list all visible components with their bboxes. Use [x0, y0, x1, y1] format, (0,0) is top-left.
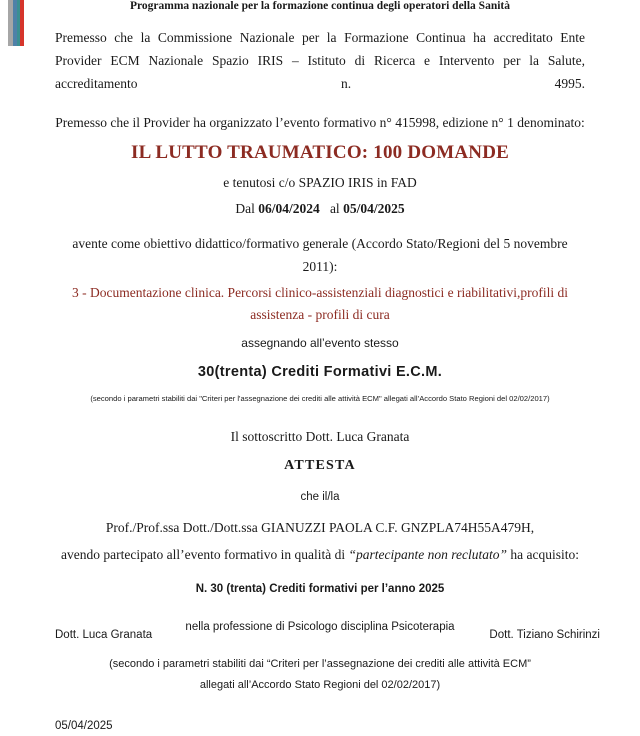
page-header-title: Programma nazionale per la formazione continua degli operatori della Sanità	[130, 0, 510, 12]
credits-awarded: N. 30 (trenta) Crediti formativi per l’anno 2025	[195, 583, 445, 595]
credits-main: 30(trenta) Crediti Formativi E.C.M.	[197, 364, 443, 380]
participation-suffix: ha acquisito:	[507, 547, 579, 562]
date-to-value: 05/04/2025	[343, 201, 405, 216]
stripe-red	[20, 0, 24, 46]
attests-label: ATTESTA	[284, 458, 356, 473]
objective-text: 3 - Documentazione clinica. Percorsi clinico-assistenziali diagnostici e riabilitativi,profili di assistenza - profili di cura	[72, 285, 568, 322]
document-content	[55, 0, 585, 736]
date-from-label: Dal	[235, 201, 255, 216]
profession-line: nella professione di Psicologo disciplina Psicoterapia	[185, 621, 455, 633]
participation-line	[55, 543, 585, 566]
participant-line: Prof./Prof.ssa Dott./Dott.ssa GIANUZZI PAOLA C.F. GNZPLA74H55A479H,	[105, 520, 535, 535]
issue-date: 05/04/2025	[55, 720, 113, 732]
objective-intro: avente come obiettivo didattico/formativo generale (Accordo Stato/Regioni del 5 novembre 2011):	[72, 236, 568, 274]
assigning-label: assegnando all’evento stesso	[241, 336, 399, 350]
fineprint-line-1: (secondo i parametri stabiliti dai “Criteri per l’assegnazione dei crediti alle attività ECM”	[109, 658, 531, 670]
date-to-label: al	[329, 201, 340, 216]
participation-prefix: avendo partecipato all’evento formativo in qualità di	[60, 547, 349, 562]
participation-role: “partecipante non reclutato”	[348, 547, 508, 562]
date-from-value: 06/04/2024	[258, 201, 320, 216]
event-location: e tenutosi c/o SPAZIO IRIS in FAD	[223, 175, 417, 190]
premise-paragraph: Premesso che la Commissione Nazionale per la Formazione Continua ha accreditato Ente Provider ECM Nazionale Spazio IRIS – Istituto di Ricerca e Intervento per la Salute, accreditamento n. 4995.	[55, 30, 585, 91]
that-label: che il/la	[300, 491, 340, 503]
decorative-stripe-bar	[8, 0, 24, 46]
event-date-range	[55, 198, 585, 220]
fineprint-line-2: allegati all’Accordo Stato Regioni del 02/02/2017)	[199, 679, 441, 691]
signature-right: Dott. Tiziano Schirinzi	[489, 629, 600, 641]
event-lead-text: Premesso che il Provider ha organizzato l’evento formativo n° 415998, edizione n° 1 denominato:	[55, 115, 585, 130]
undersigned-line: Il sottoscritto Dott. Luca Granata	[230, 429, 410, 444]
event-title: IL LUTTO TRAUMATICO: 100 DOMANDE	[131, 142, 509, 163]
fineprint-credits: (secondo i parametri stabiliti dai "Criteri per l'assegnazione dei crediti alle attività ECM" allegati all’Accordo Stato Regioni del 02/02/2017)	[90, 394, 550, 403]
signature-left: Dott. Luca Granata	[55, 629, 153, 641]
